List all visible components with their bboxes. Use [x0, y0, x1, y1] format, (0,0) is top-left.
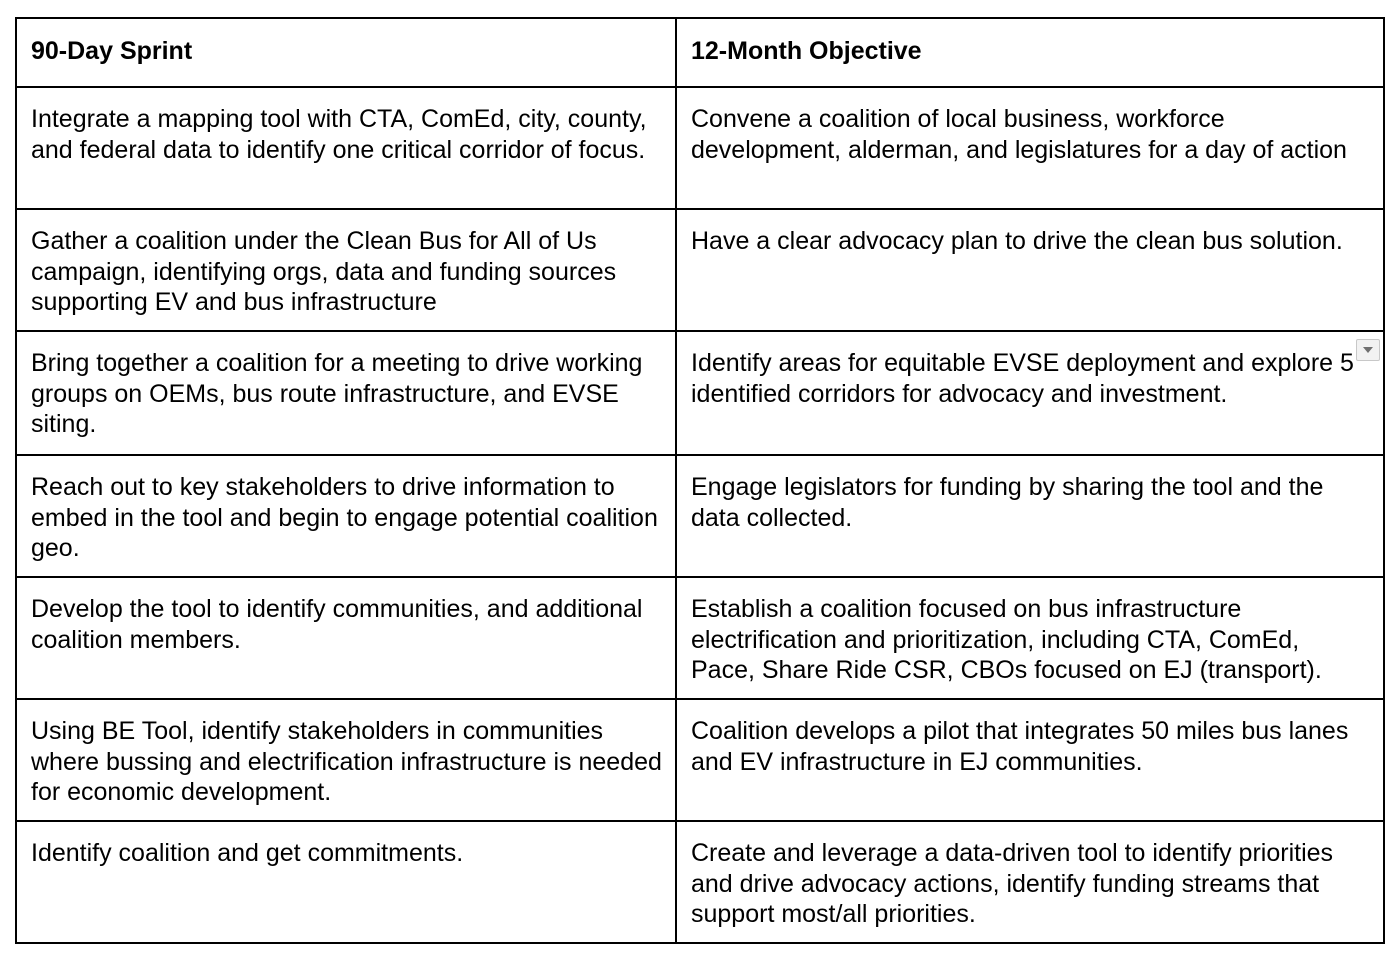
objective-cell[interactable]: Create and leverage a data-driven tool to identify priorities and drive advocacy actions, identify funding streams that support most/all priorities.: [676, 821, 1384, 943]
sprint-objectives-table-container: [15, 17, 1383, 944]
objective-cell-text: Identify areas for equitable EVSE deployment and explore 5 identified corridors for advocacy and investment.: [691, 349, 1354, 408]
objective-cell[interactable]: Have a clear advocacy plan to drive the clean bus solution.: [676, 209, 1384, 331]
sprint-cell[interactable]: Using BE Tool, identify stakeholders in communities where bussing and electrification infrastructure is needed for economic development.: [16, 699, 676, 821]
header-90-day-sprint[interactable]: 90-Day Sprint: [16, 18, 676, 87]
sprint-objectives-table: [15, 17, 1385, 944]
sprint-cell[interactable]: Reach out to key stakeholders to drive information to embed in the tool and begin to engage potential coalition geo.: [16, 455, 676, 577]
objective-cell[interactable]: Coalition develops a pilot that integrates 50 miles bus lanes and EV infrastructure in EJ communities.: [676, 699, 1384, 821]
sprint-cell[interactable]: Bring together a coalition for a meeting to drive working groups on OEMs, bus route infrastructure, and EVSE siting.: [16, 331, 676, 455]
sprint-cell[interactable]: Develop the tool to identify communities, and additional coalition members.: [16, 577, 676, 699]
table-row: [16, 331, 1384, 455]
sprint-cell[interactable]: Identify coalition and get commitments.: [16, 821, 676, 943]
table-row: [16, 577, 1384, 699]
table-row: [16, 209, 1384, 331]
objective-cell[interactable]: Establish a coalition focused on bus infrastructure electrification and prioritization, including CTA, ComEd, Pace, Share Ride CSR, CBOs focused on EJ (transport).: [676, 577, 1384, 699]
objective-cell[interactable]: Convene a coalition of local business, workforce development, alderman, and legislatures for a day of action: [676, 87, 1384, 209]
sprint-cell[interactable]: Gather a coalition under the Clean Bus for All of Us campaign, identifying orgs, data and funding sources supporting EV and bus infrastructure: [16, 209, 676, 331]
table-row: [16, 87, 1384, 209]
sprint-cell[interactable]: Integrate a mapping tool with CTA, ComEd, city, county, and federal data to identify one critical corridor of focus.: [16, 87, 676, 209]
table-row: [16, 821, 1384, 943]
table-row: [16, 699, 1384, 821]
table-row: [16, 455, 1384, 577]
table-header-row: [16, 18, 1384, 87]
objective-cell-selected[interactable]: [676, 331, 1384, 455]
objective-cell[interactable]: Engage legislators for funding by sharing the tool and the data collected.: [676, 455, 1384, 577]
header-12-month-objective[interactable]: 12-Month Objective: [676, 18, 1384, 87]
chevron-down-icon[interactable]: [1356, 339, 1380, 361]
